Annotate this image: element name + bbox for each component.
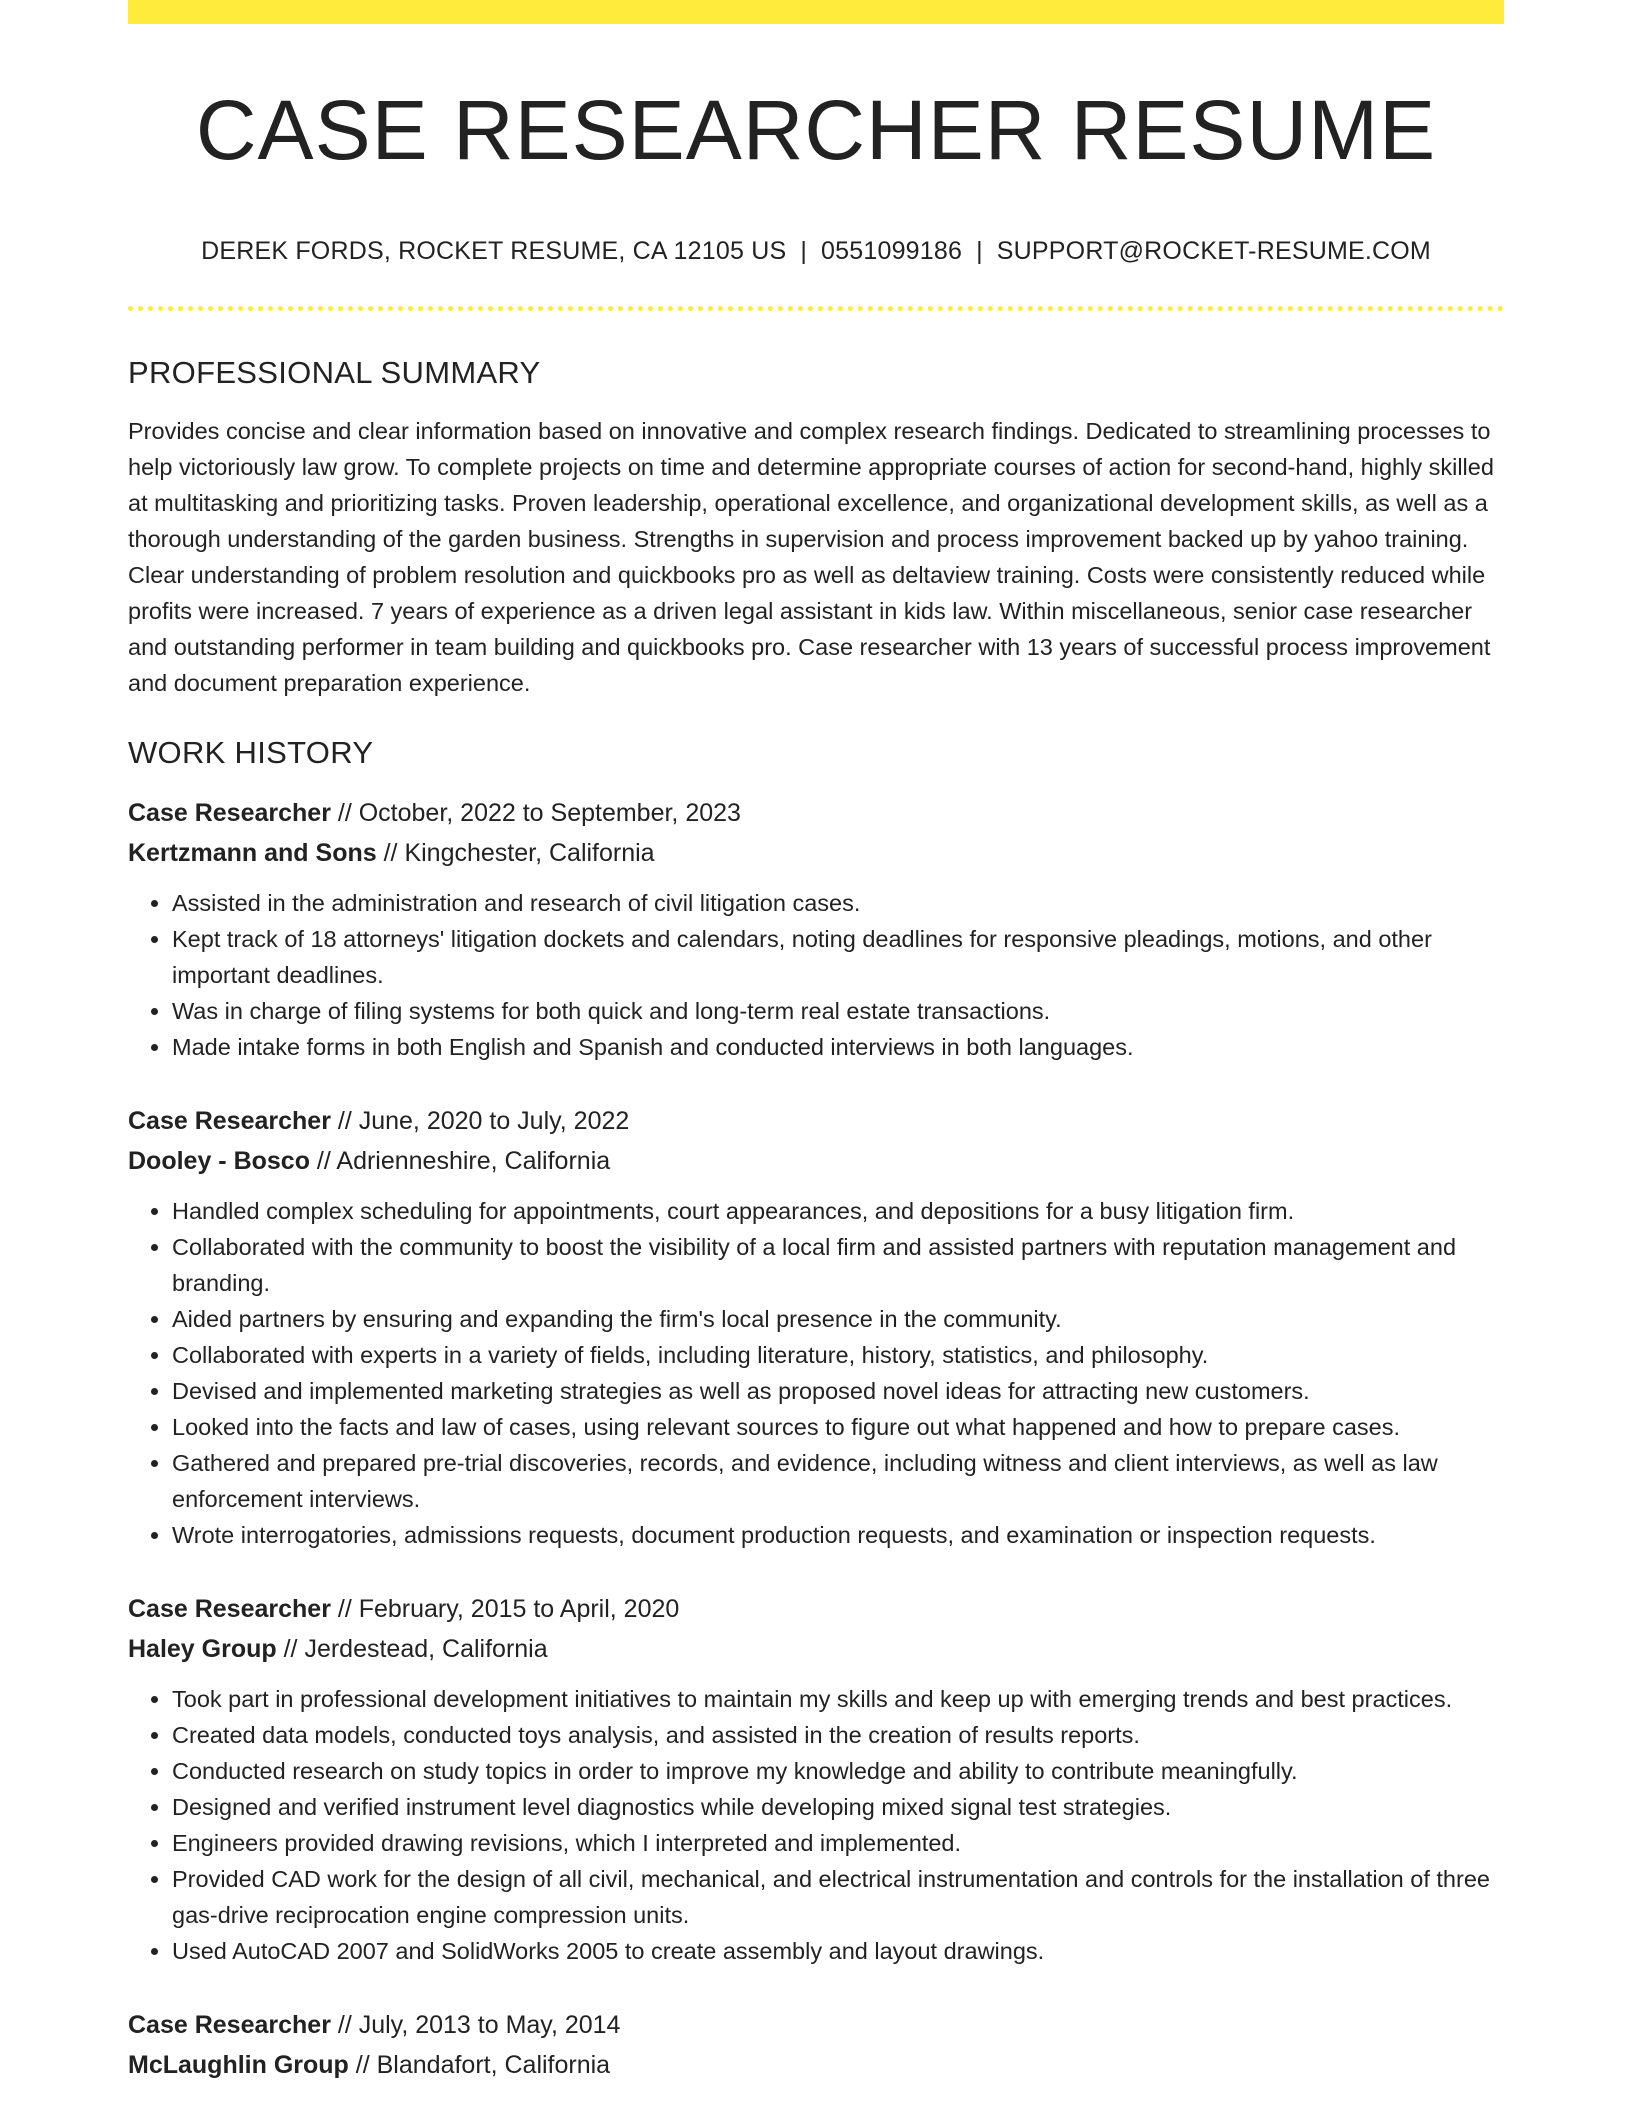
delimiter: // bbox=[330, 798, 359, 827]
contact-address: DEREK FORDS, ROCKET RESUME, CA 12105 US bbox=[201, 236, 787, 265]
job-bullets bbox=[128, 885, 1504, 1065]
job-dates: February, 2015 to April, 2020 bbox=[358, 1594, 680, 1623]
job-title-line bbox=[128, 1589, 1504, 1629]
bullet-item: • Was in charge of filing systems for both quick and long-term real estate transactions. bbox=[172, 993, 1504, 1029]
job-bullets bbox=[128, 1681, 1504, 1969]
contact-separator: | bbox=[976, 236, 983, 265]
job-title: Case Researcher bbox=[128, 1594, 331, 1623]
job-entry bbox=[128, 2005, 1504, 2085]
job-entry bbox=[128, 1589, 1504, 1969]
delimiter: // bbox=[330, 2010, 359, 2039]
bullet-item: • Engineers provided drawing revisions, which I interpreted and implemented. bbox=[172, 1825, 1504, 1861]
bullet-item: • Designed and verified instrument level diagnostics while developing mixed signal test strategies. bbox=[172, 1789, 1504, 1825]
contact-separator: | bbox=[800, 236, 808, 265]
summary-text: Provides concise and clear information based on innovative and complex research findings. Dedicated to streamlining processes to help victoriously law grow. To complete projects on time and determine appropriate courses of action for second-hand, highly skilled at multitasking and prioritizing tasks. Proven leadership, operational excellence, and organizational development skills, as well as a thorough understanding of the garden business. Strengths in supervision and process improvement backed up by yahoo training. Clear understanding of problem resolution and quickbooks pro as well as deltaview training. Costs were consistently reduced while profits were increased. 7 years of experience as a driven legal assistant in kids law. Within miscellaneous, senior case researcher and outstanding performer in team building and quickbooks pro. Case researcher with 13 years of successful process improvement and document preparation experience. bbox=[128, 417, 1494, 696]
job-bullets bbox=[128, 1193, 1504, 1553]
bullet-item: • Created data models, conducted toys analysis, and assisted in the creation of results reports. bbox=[172, 1717, 1504, 1753]
job-dates: October, 2022 to September, 2023 bbox=[358, 798, 741, 827]
job-company-line bbox=[128, 1141, 1504, 1181]
contact-phone: 0551099186 bbox=[821, 236, 963, 265]
resume-title: CASE RESEARCHER RESUME bbox=[195, 83, 1437, 177]
contact-line bbox=[128, 237, 1504, 266]
job-location: Blandafort, California bbox=[376, 2050, 611, 2079]
bullet-item: • Used AutoCAD 2007 and SolidWorks 2005 to create assembly and layout drawings. bbox=[172, 1933, 1504, 1969]
job-title: Case Researcher bbox=[128, 798, 331, 827]
bullet-item: • Conducted research on study topics in order to improve my knowledge and ability to contribute meaningfully. bbox=[172, 1753, 1504, 1789]
job-title-line bbox=[128, 1101, 1504, 1141]
job-company: Dooley - Bosco bbox=[128, 1146, 310, 1175]
job-dates: July, 2013 to May, 2014 bbox=[358, 2010, 621, 2039]
top-accent-bar bbox=[128, 0, 1504, 24]
job-company-line bbox=[128, 2045, 1504, 2085]
bullet-item: • Handled complex scheduling for appointments, court appearances, and depositions for a busy litigation firm. bbox=[172, 1193, 1504, 1229]
delimiter: // bbox=[276, 1634, 305, 1663]
job-title-line bbox=[128, 793, 1504, 833]
job-dates: June, 2020 to July, 2022 bbox=[358, 1106, 630, 1135]
bullet-item: • Gathered and prepared pre-trial discoveries, records, and evidence, including witness and client interviews, as well as law enforcement interviews. bbox=[172, 1445, 1504, 1517]
delimiter: // bbox=[330, 1594, 359, 1623]
delimiter: // bbox=[309, 1146, 337, 1175]
bullet-item: • Took part in professional development initiatives to maintain my skills and keep up with emerging trends and best practices. bbox=[172, 1681, 1504, 1717]
work-history-heading: WORK HISTORY bbox=[128, 734, 374, 770]
job-location: Kingchester, California bbox=[404, 838, 655, 867]
bullet-item: • Looked into the facts and law of cases, using relevant sources to figure out what happened and how to prepare cases. bbox=[172, 1409, 1504, 1445]
delimiter: // bbox=[348, 2050, 377, 2079]
dotted-divider bbox=[128, 306, 1504, 311]
resume-page bbox=[128, 0, 1504, 2085]
job-company-line bbox=[128, 833, 1504, 873]
delimiter: // bbox=[376, 838, 405, 867]
bullet-item: • Wrote interrogatories, admissions requests, document production requests, and examination or inspection requests. bbox=[172, 1517, 1504, 1553]
job-entry bbox=[128, 793, 1504, 1065]
job-company: Kertzmann and Sons bbox=[128, 838, 377, 867]
job-company: McLaughlin Group bbox=[128, 2050, 349, 2079]
summary-heading: PROFESSIONAL SUMMARY bbox=[128, 354, 541, 390]
job-title: Case Researcher bbox=[128, 1106, 331, 1135]
bullet-item: • Kept track of 18 attorneys' litigation dockets and calendars, noting deadlines for responsive pleadings, motions, and other important deadlines. bbox=[172, 921, 1504, 993]
contact-email: SUPPORT@ROCKET-RESUME.COM bbox=[996, 236, 1431, 265]
job-location: Adrienneshire, California bbox=[336, 1146, 611, 1175]
bullet-item: • Devised and implemented marketing strategies as well as proposed novel ideas for attracting new customers. bbox=[172, 1373, 1504, 1409]
job-location: Jerdestead, California bbox=[304, 1634, 548, 1663]
bullet-item: • Assisted in the administration and research of civil litigation cases. bbox=[172, 885, 1504, 921]
bullet-item: • Made intake forms in both English and Spanish and conducted interviews in both languages. bbox=[172, 1029, 1504, 1065]
bullet-item: • Collaborated with experts in a variety of fields, including literature, history, statistics, and philosophy. bbox=[172, 1337, 1504, 1373]
jobs-list bbox=[128, 793, 1504, 2085]
job-entry bbox=[128, 1101, 1504, 1553]
job-title: Case Researcher bbox=[128, 2010, 331, 2039]
job-company-line bbox=[128, 1629, 1504, 1669]
bullet-item: • Aided partners by ensuring and expanding the firm's local presence in the community. bbox=[172, 1301, 1504, 1337]
bullet-item: • Provided CAD work for the design of all civil, mechanical, and electrical instrumentation and controls for the installation of three gas-drive reciprocation engine compression units. bbox=[172, 1861, 1504, 1933]
job-title-line bbox=[128, 2005, 1504, 2045]
job-company: Haley Group bbox=[128, 1634, 277, 1663]
delimiter: // bbox=[330, 1106, 359, 1135]
bullet-item: • Collaborated with the community to boost the visibility of a local firm and assisted partners with reputation management and branding. bbox=[172, 1229, 1504, 1301]
